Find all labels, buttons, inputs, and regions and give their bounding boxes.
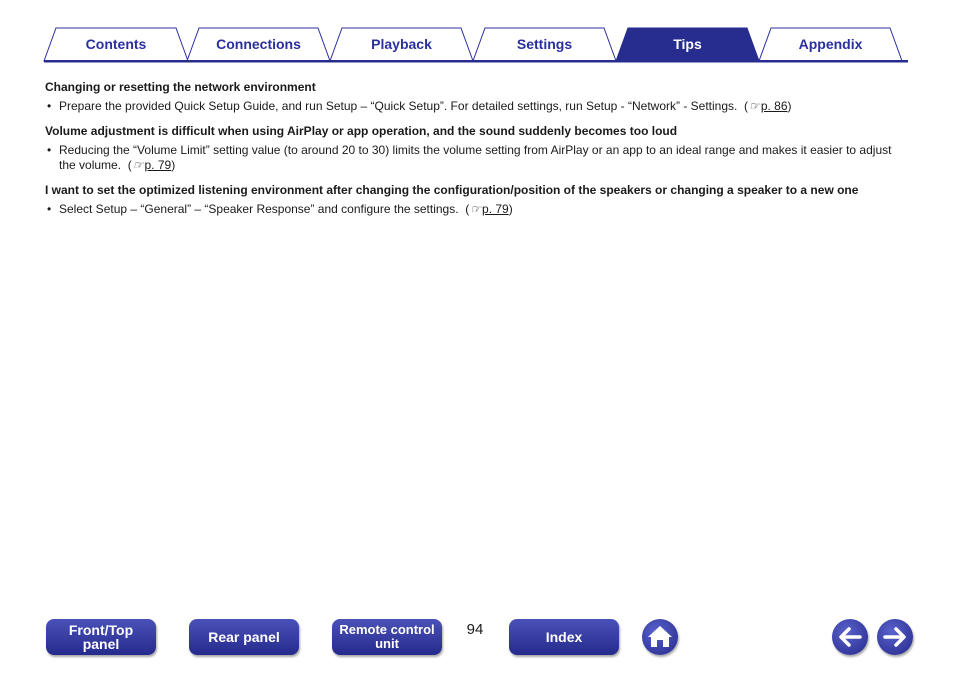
tab-bar: [0, 0, 954, 64]
index-label: Index: [545, 629, 583, 645]
tab-connections-label: Connections: [216, 36, 301, 52]
bullet-dot: •: [47, 143, 52, 157]
page-link[interactable]: p. 79: [144, 158, 172, 172]
tab-appendix[interactable]: [771, 27, 890, 61]
tab-tips-label: Tips: [673, 36, 702, 52]
back-arrow-icon: [832, 619, 868, 655]
bullet-item: [45, 99, 907, 114]
bullet-item: [45, 202, 907, 217]
tab-playback-label: Playback: [371, 36, 432, 52]
reference-hand-icon: ☞: [470, 202, 482, 216]
page-reference: (☞p. 79): [461, 202, 513, 216]
section-heading: Changing or resetting the network environment: [45, 80, 316, 94]
remote-label-line1: Remote control: [339, 622, 435, 637]
tab-contents[interactable]: [56, 27, 176, 61]
page-reference: (☞p. 86): [740, 99, 792, 113]
front-top-panel-button[interactable]: [46, 619, 156, 655]
home-button[interactable]: [642, 619, 678, 655]
bullet-text: Reducing the “Volume Limit” setting value (to around 20 to 30) limits the volume setting from AirPlay or an app to an ideal range and makes it easier to adjust the volume.: [59, 143, 892, 172]
page-link[interactable]: p. 79: [482, 202, 509, 216]
forward-arrow-icon: [877, 619, 913, 655]
tab-settings-label: Settings: [516, 36, 573, 52]
section-heading: I want to set the optimized listening environment after changing the configuration/position of the speakers or changing a speaker to a new one: [45, 183, 859, 197]
bullet-dot: •: [47, 99, 52, 113]
back-button[interactable]: [832, 619, 868, 655]
section-heading: Volume adjustment is difficult when using AirPlay or app operation, and the sound suddenly becomes too loud: [45, 124, 678, 138]
front-top-label-line1: Front/Top: [68, 622, 134, 638]
tab-connections[interactable]: [199, 27, 318, 61]
page-number: 94: [466, 621, 484, 638]
page-link[interactable]: p. 86: [760, 99, 788, 113]
remote-control-button[interactable]: [332, 619, 442, 655]
section-network: [45, 80, 907, 114]
reference-hand-icon: ☞: [749, 99, 760, 113]
bullet-text: Prepare the provided Quick Setup Guide, and run Setup – “Quick Setup”. For detailed settings, run Setup - “Network” - Settings.: [59, 99, 738, 113]
bullet-item: [45, 143, 907, 173]
tab-tips[interactable]: [628, 27, 747, 61]
bullet-dot: •: [47, 202, 52, 216]
tab-contents-label: Contents: [85, 36, 147, 52]
remote-label-line2: unit: [375, 636, 399, 651]
index-button[interactable]: [509, 619, 619, 655]
page-reference: (☞p. 79): [124, 158, 176, 172]
tab-appendix-label: Appendix: [798, 36, 863, 52]
home-icon: [642, 619, 678, 655]
section-volume: [45, 124, 907, 173]
tips-content: [45, 80, 907, 227]
forward-button[interactable]: [877, 619, 913, 655]
reference-hand-icon: ☞: [132, 158, 144, 172]
tab-playback[interactable]: [342, 27, 461, 61]
rear-panel-label: Rear panel: [208, 629, 280, 645]
rear-panel-button[interactable]: [189, 619, 299, 655]
tab-settings[interactable]: [485, 27, 604, 61]
section-speakers: [45, 183, 907, 217]
front-top-label-line2: panel: [82, 636, 120, 652]
bullet-text: Select Setup – “General” – “Speaker Response” and configure the settings.: [59, 202, 459, 216]
